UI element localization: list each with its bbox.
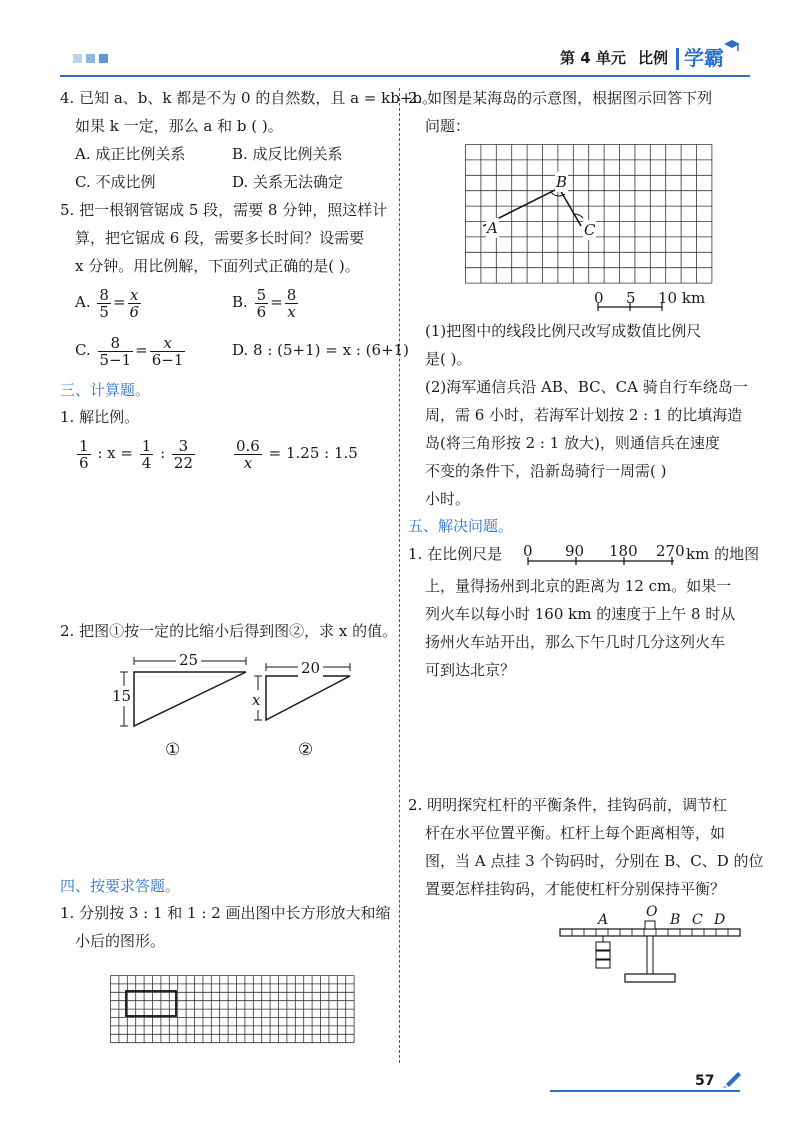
eq1-n3: 3: [172, 438, 195, 455]
q5-c-frac1: [98, 335, 134, 368]
fig2-top-length: 20: [298, 658, 323, 678]
lever-label-c: C: [692, 912, 703, 928]
s2-line4: 置要怎样挂钩码，才能使杠杆分别保持平衡？: [425, 880, 726, 898]
eq1-mid: : x =: [97, 444, 133, 462]
map-scale-180: 180: [609, 542, 638, 560]
q4-option-c: C. 不成比例: [75, 173, 156, 191]
grid-rectangle: [126, 991, 176, 1016]
lever-label-a: A: [598, 912, 609, 928]
map-scale-270: 270: [656, 542, 685, 560]
q5-option-d: D. 8 : (5+1) = x : (6+1): [232, 341, 410, 359]
calc-1-eq2: [232, 433, 358, 473]
fig2-side-length: x: [252, 691, 261, 709]
q5-a-eq: =: [112, 293, 126, 311]
eq1-d3: 22: [173, 453, 193, 472]
section-5-heading: 五、解决问题。: [408, 517, 514, 535]
eq1-frac3: [172, 438, 195, 471]
r-q2-p1b: 是( )。: [425, 350, 472, 368]
lever-label-b: B: [670, 912, 681, 928]
q4-option-b: B. 成反比例关系: [232, 145, 343, 163]
r-q2-p2e: 小时。: [425, 490, 471, 508]
eq1-frac2: [140, 438, 154, 471]
scale-label-10: 10 km: [658, 289, 706, 307]
q5-a-n2: x: [128, 287, 142, 304]
fig2-label: ②: [298, 740, 314, 760]
q5-a-frac2: [128, 287, 142, 320]
eq2-frac: [234, 438, 262, 471]
s1-unit: km 的地图: [686, 545, 760, 563]
q5-c-frac2: [150, 335, 186, 368]
q5-c-d1: 5−1: [99, 350, 132, 369]
header-rule: [60, 75, 750, 77]
map-scale-0: 0: [523, 542, 533, 560]
r-q2-line2: 问题：: [425, 117, 471, 135]
q5-c-n1: 8: [98, 335, 134, 352]
q5-c-d2: 6−1: [151, 350, 184, 369]
q5-a-n1: 8: [99, 285, 109, 304]
s1-line4: 扬州火车站开出，那么下午几时几分这列火车: [425, 633, 726, 651]
fig1-label: ①: [165, 740, 181, 760]
eq1-n1: 1: [79, 436, 89, 455]
q5-b-n2: 8: [286, 285, 297, 304]
q5-a-frac1: [97, 287, 111, 320]
header-bar: [676, 48, 679, 70]
eq2-d: x: [243, 453, 253, 472]
island-grid-map: [465, 144, 715, 284]
map-label-b: B: [556, 173, 568, 191]
q5-line2: 算，把它锯成 6 段，需要多长时间？设需要: [75, 229, 365, 247]
column-divider: [399, 88, 400, 1063]
header-unit: 第 4 单元: [560, 49, 626, 67]
q5-b-d1: 6: [256, 302, 267, 321]
header-square-1: [73, 54, 82, 63]
map-label-a: A: [487, 219, 498, 237]
q5-b-frac2: [285, 287, 299, 320]
q5-c-n2: x: [150, 335, 186, 352]
s1-line2: 上，量得扬州到北京的距离为 12 cm。如果一: [425, 577, 732, 595]
q5-a-label: A.: [75, 293, 91, 311]
eq2-n: 0.6: [236, 436, 260, 455]
s1-line3: 列火车以每小时 160 km 的速度于上午 8 时从: [425, 605, 736, 623]
eq1-n2: 1: [141, 436, 152, 455]
drawing-grid: [110, 975, 356, 1050]
r-q2-p2c: 岛(将三角形按 2 : 1 放大)，则通信兵在速度: [425, 434, 720, 452]
q5-c-label: C.: [75, 341, 91, 359]
q5-option-a: [75, 283, 143, 321]
q5-b-label: B.: [232, 293, 248, 311]
lever-label-d: D: [714, 912, 726, 928]
q5-line1: 5. 把一根钢管锯成 5 段，需要 8 分钟，照这样计: [60, 201, 388, 219]
q5-line3: x 分钟。用比例解，下面列式正确的是( )。: [75, 257, 360, 275]
s2-line1: 2. 明明探究杠杆的平衡条件，挂钩码前，调节杠: [408, 796, 728, 814]
eq1-d1: 6: [79, 453, 89, 472]
q5-b-d2: x: [287, 302, 296, 321]
header-brand: 学霸: [684, 46, 724, 70]
s1-line5: 可到达北京？: [425, 661, 516, 679]
answer-1-line1: 1. 分别按 3 : 1 和 1 : 2 画出图中长方形放大和缩: [60, 904, 391, 922]
scale-label-0: 0: [594, 289, 604, 307]
section-3-heading: 三、计算题。: [60, 381, 151, 399]
graduation-cap-icon: [722, 38, 742, 54]
header-topic: 比例: [638, 49, 669, 67]
q5-option-c: [75, 331, 187, 369]
q4-option-d: D. 关系无法确定: [232, 173, 344, 191]
q4-line1: 4. 已知 a、b、k 都是不为 0 的自然数，且 a = kb+b。: [60, 89, 438, 107]
q5-c-eq: =: [135, 341, 148, 359]
header-square-3: [99, 54, 108, 63]
fig1-side-length: 15: [112, 687, 132, 705]
calc-1-title: 1. 解比例。: [60, 408, 140, 426]
pencil-icon: [721, 1070, 743, 1088]
section-4-heading: 四、按要求答题。: [60, 877, 181, 895]
lever-label-o: O: [646, 904, 658, 920]
q5-a-d2: 6: [129, 302, 140, 321]
page-number: 57: [695, 1073, 715, 1089]
r-q2-p2d: 不变的条件下，沿新岛骑行一周需( ): [425, 462, 667, 480]
q4-option-a: A. 成正比例关系: [75, 145, 186, 163]
q5-b-frac1: [255, 287, 269, 320]
r-q2-p2b: 周，需 6 小时，若海军计划按 2 : 1 的比填海造: [425, 406, 743, 424]
calc-1-eq1: [75, 433, 197, 473]
r-q2-p2a: (2)海军通信兵沿 AB、BC、CA 骑自行车绕岛一: [425, 378, 748, 396]
answer-1-line2: 小后的图形。: [75, 932, 166, 950]
map-scale-90: 90: [565, 542, 585, 560]
eq1-d2: 4: [141, 453, 152, 472]
q4-line2: 如果 k 一定，那么 a 和 b ( )。: [75, 117, 283, 135]
map-label-c: C: [584, 221, 596, 239]
fig1-top-length: 25: [176, 650, 201, 670]
r-q2-p1a: (1)把图中的线段比例尺改写成数值比例尺: [425, 322, 702, 340]
s2-line3: 图，当 A 点挂 3 个钩码时，分别在 B、C、D 的位: [425, 852, 764, 870]
page-header: [0, 0, 800, 80]
calc-2-title: 2. 把图①按一定的比缩小后得到图②，求 x 的值。: [60, 622, 398, 640]
s1-pre: 1. 在比例尺是: [408, 545, 503, 563]
q5-b-eq: =: [270, 293, 283, 311]
q5-option-b: [232, 283, 300, 321]
q5-b-n1: 5: [256, 285, 267, 304]
header-square-2: [86, 54, 95, 63]
s2-line2: 杆在水平位置平衡。杠杆上每个距离相等，如: [425, 824, 726, 842]
eq2-rest: = 1.25 : 1.5: [268, 444, 358, 462]
q5-a-d1: 5: [99, 302, 109, 321]
eq1-frac1: [77, 438, 91, 471]
r-q2-line1: 2. 如图是某海岛的示意图，根据图示回答下列: [408, 89, 713, 107]
eq1-colon: :: [160, 444, 166, 462]
scale-label-5: 5: [626, 289, 636, 307]
